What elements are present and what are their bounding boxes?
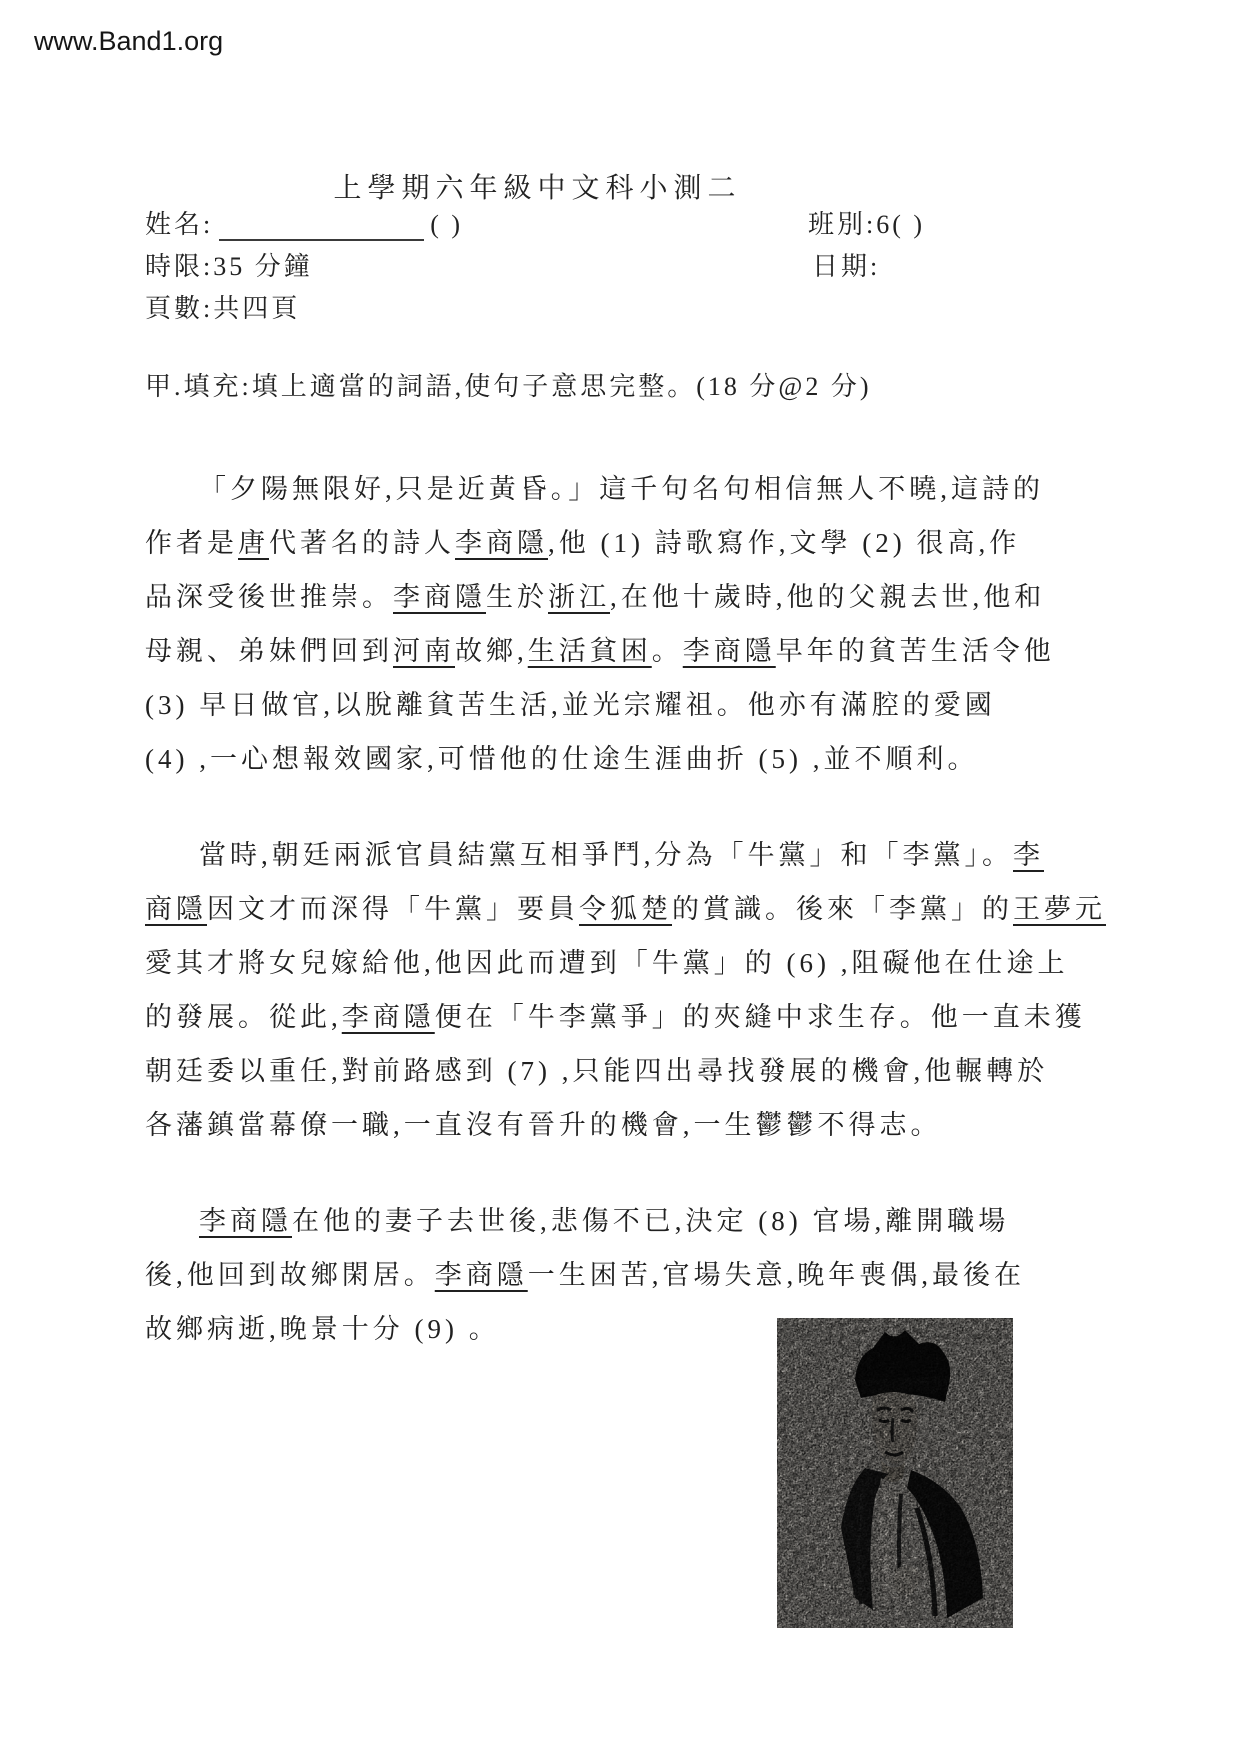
proper-noun: 李商隱 — [199, 1206, 292, 1236]
text-segment: 故鄉病逝,晚景十分 (9) 。 — [145, 1314, 500, 1344]
date-field: 日期: — [812, 252, 881, 281]
text-segment: 便在「牛李黨爭」的夾縫中求生存。他一直未獲 — [434, 1002, 1086, 1032]
portrait-image — [777, 1318, 1013, 1628]
proper-noun: 令狐楚 — [579, 894, 672, 924]
passage — [145, 462, 1110, 1398]
proper-noun: 王夢元 — [1013, 894, 1106, 924]
text-segment: (4) ,一心想報效國家,可惜他的仕途生涯曲折 (5) ,並不順利。 — [145, 744, 979, 774]
proper-noun: 浙江 — [548, 582, 610, 612]
proper-noun: 李商隱 — [341, 1002, 435, 1032]
name-label: 姓名: — [145, 210, 214, 239]
proper-noun: 李 — [1013, 840, 1044, 870]
text-segment: 「夕陽無限好,只是近黃昏。」這千句名句相信無人不曉,這詩的 — [199, 474, 1044, 504]
proper-noun: 唐 — [238, 528, 269, 558]
class-field: 班別:6( ) — [808, 210, 926, 239]
text-segment: ,在他十歲時,他的父親去世,他和 — [610, 582, 1046, 612]
proper-noun: 李商隱 — [434, 1260, 528, 1290]
text-segment: 故鄉, — [455, 636, 528, 666]
text-segment: 愛其才將女兒嫁給他,他因此而遭到「牛黨」的 (6) ,阻礙他在仕途上 — [145, 948, 1069, 978]
passage-line — [145, 990, 1110, 1044]
passage-line — [145, 624, 1110, 678]
passage-line — [145, 570, 1110, 624]
text-segment: 早年的貧苦生活令他 — [775, 636, 1055, 666]
proper-noun: 河南 — [393, 636, 455, 666]
grain-overlay-coarse — [777, 1318, 1013, 1628]
proper-noun: 李商隱 — [393, 582, 486, 612]
proper-noun: 商隱 — [145, 894, 207, 924]
name-paren: ( ) — [430, 210, 464, 239]
text-segment: 朝廷委以重任,對前路感到 (7) ,只能四出尋找發展的機會,他輾轉於 — [145, 1056, 1049, 1086]
passage-line — [145, 678, 1110, 732]
section-a-heading: 甲.填充:填上適當的詞語,使句子意思完整。(18 分@2 分) — [145, 372, 872, 401]
text-segment: 作者是 — [145, 528, 238, 558]
page-title: 上學期六年級中文科小測二 — [333, 173, 742, 204]
text-segment: 因文才而深得「牛黨」要員 — [207, 894, 579, 924]
text-segment: 代著名的詩人 — [269, 528, 455, 558]
paragraph — [145, 828, 1110, 1152]
text-segment: 母親、弟妹們回到 — [145, 636, 393, 666]
paragraph — [145, 462, 1110, 786]
text-segment: ,他 (1) 詩歌寫作,文學 (2) 很高,作 — [548, 528, 1021, 558]
passage-line — [145, 882, 1110, 936]
proper-noun: 李商隱 — [682, 636, 776, 666]
watermark-url: www.Band1.org — [34, 26, 224, 56]
text-segment: (3) 早日做官,以脫離貧苦生活,並光宗耀祖。他亦有滿腔的愛國 — [145, 690, 996, 720]
name-blank-line — [219, 213, 424, 241]
text-segment: 各藩鎮當幕僚一職,一直沒有晉升的機會,一生鬱鬱不得志。 — [145, 1110, 942, 1140]
text-segment: 一生困苦,官場失意,晚年喪偶,最後在 — [527, 1260, 1025, 1290]
text-segment: 後,他回到故鄉閑居。 — [145, 1260, 435, 1290]
proper-noun: 李商隱 — [455, 528, 548, 558]
text-segment: 在他的妻子去世後,悲傷不已,決定 (8) 官場,離開職場 — [292, 1206, 1010, 1236]
pages-field: 頁數:共四頁 — [145, 294, 301, 323]
passage-line — [145, 1044, 1110, 1098]
name-field — [145, 204, 463, 241]
passage-line — [145, 828, 1110, 882]
proper-noun: 生活貧困 — [527, 636, 652, 666]
passage-line — [145, 1098, 1110, 1152]
time-limit-field: 時限:35 分鐘 — [145, 252, 313, 281]
passage-line — [145, 1248, 1110, 1302]
text-segment: 。 — [651, 636, 683, 666]
passage-line — [145, 1194, 1110, 1248]
text-segment: 生於 — [486, 582, 548, 612]
text-segment: 當時,朝廷兩派官員結黨互相爭鬥,分為「牛黨」和「李黨」。 — [199, 840, 1013, 870]
text-segment: 的發展。從此, — [145, 1002, 342, 1032]
passage-line — [145, 462, 1110, 516]
passage-line — [145, 936, 1110, 990]
passage-line — [145, 516, 1110, 570]
text-segment: 的賞識。後來「李黨」的 — [672, 894, 1013, 924]
passage-line — [145, 732, 1110, 786]
li-shangyin-portrait — [777, 1318, 1013, 1628]
text-segment: 品深受後世推崇。 — [145, 582, 393, 612]
